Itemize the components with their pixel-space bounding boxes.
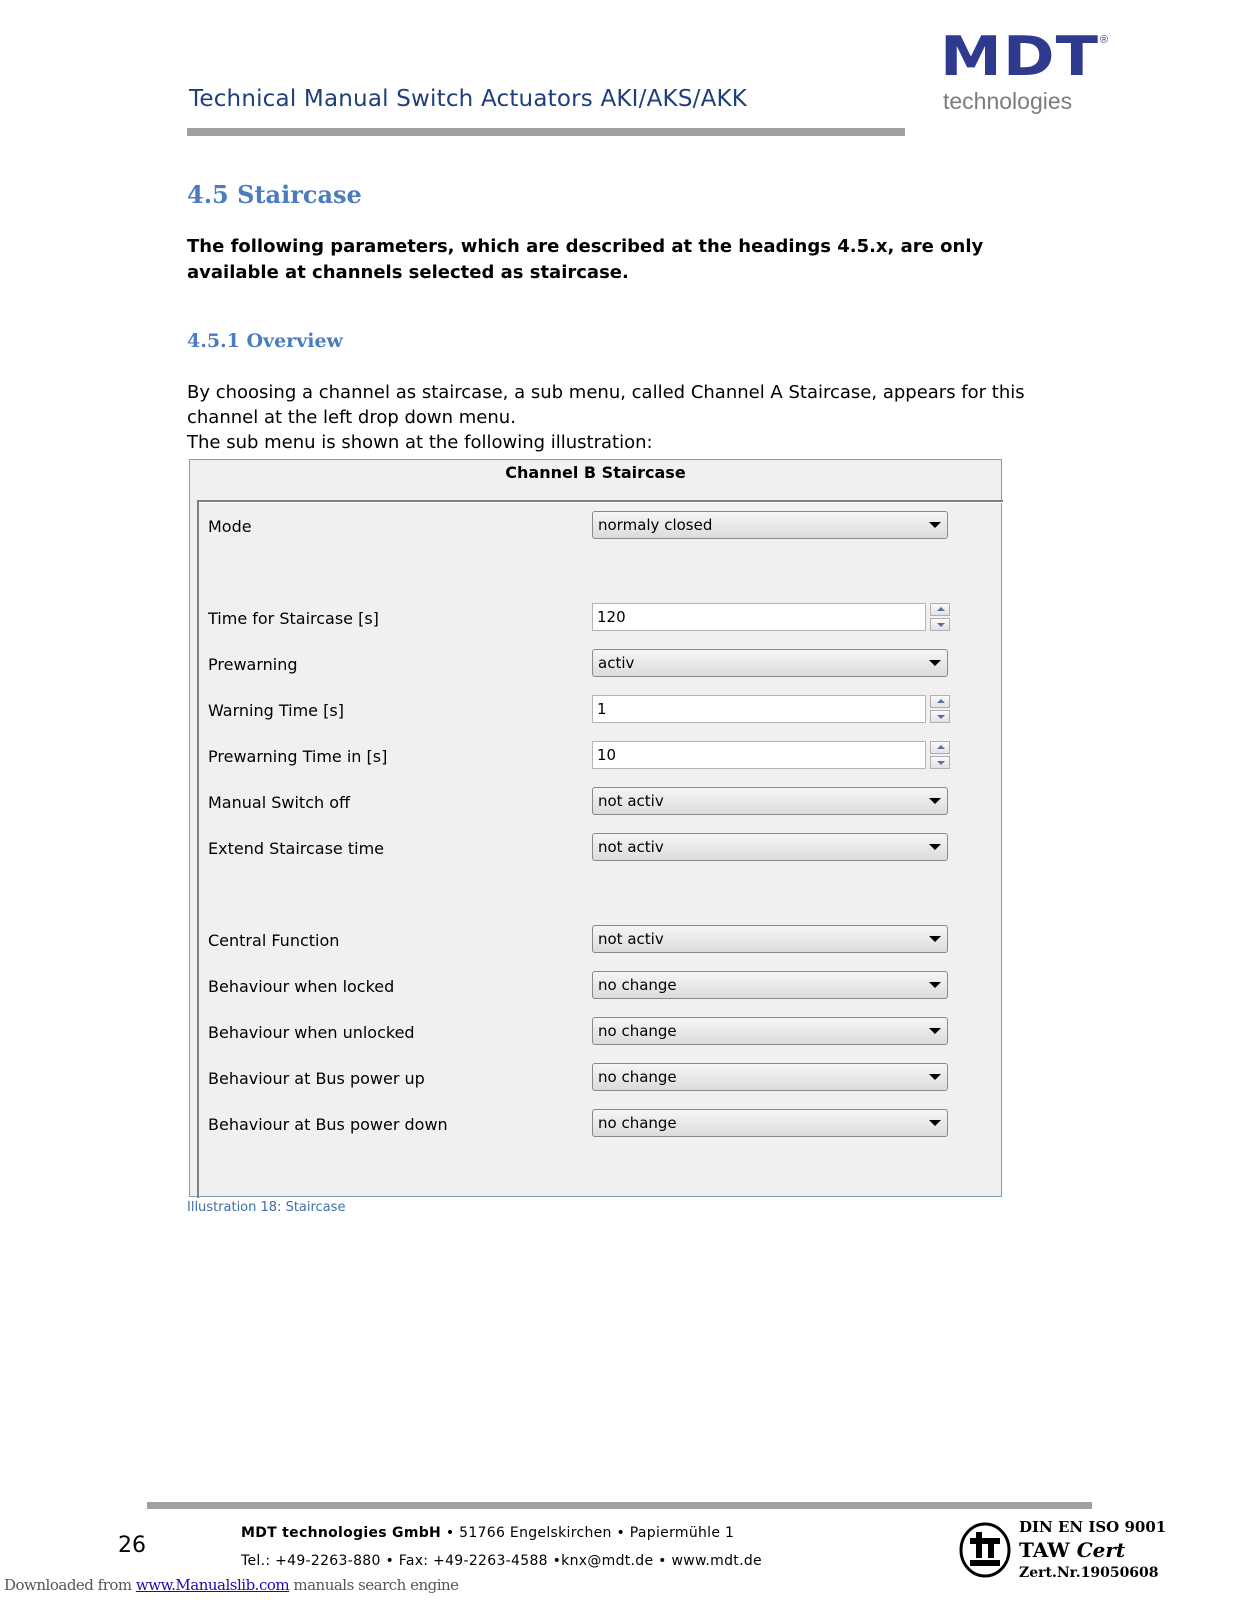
arrow-up-icon: [937, 607, 945, 611]
dropdown-value: no change: [598, 1114, 677, 1132]
header-divider: [187, 128, 905, 136]
input-value: 120: [597, 608, 626, 626]
behaviour-bus-power-up-dropdown[interactable]: [592, 1063, 948, 1091]
param-label-extend-staircase-time: Extend Staircase time: [208, 839, 384, 858]
chevron-down-icon: [929, 522, 941, 528]
download-suffix: manuals search engine: [289, 1576, 459, 1594]
dialog-title: Channel B Staircase: [505, 463, 686, 482]
dialog-left-border: [197, 502, 199, 1198]
behaviour-bus-power-down-dropdown[interactable]: [592, 1109, 948, 1137]
download-prefix: Downloaded from: [4, 1576, 136, 1594]
dropdown-value: activ: [598, 654, 635, 672]
taw-cert-logo-icon: [959, 1520, 1011, 1580]
cert-standard: DIN EN ISO 9001: [1019, 1518, 1167, 1536]
chevron-down-icon: [929, 936, 941, 942]
param-label-prewarning-time: Prewarning Time in [s]: [208, 747, 388, 766]
body-paragraph: [187, 380, 1067, 455]
param-label-behaviour-when-unlocked: Behaviour when unlocked: [208, 1023, 415, 1042]
param-label-behaviour-bus-power-up: Behaviour at Bus power up: [208, 1069, 425, 1088]
dropdown-value: not activ: [598, 930, 664, 948]
spin-down-button[interactable]: [930, 756, 950, 769]
prewarning-time-spinner[interactable]: [930, 741, 950, 769]
input-value: 1: [597, 700, 607, 718]
arrow-down-icon: [937, 761, 945, 765]
parameter-dialog-screenshot: [189, 459, 1002, 1197]
arrow-up-icon: [937, 745, 945, 749]
param-label-prewarning: Prewarning: [208, 655, 298, 674]
company-name: MDT technologies GmbH: [241, 1525, 442, 1541]
dropdown-value: normaly closed: [598, 516, 713, 534]
chevron-down-icon: [929, 982, 941, 988]
chevron-down-icon: [929, 1028, 941, 1034]
prewarning-time-input[interactable]: [592, 741, 926, 769]
prewarning-dropdown[interactable]: [592, 649, 948, 677]
logo-technologies-text: technologies: [943, 88, 1073, 114]
param-label-behaviour-when-locked: Behaviour when locked: [208, 977, 395, 996]
dropdown-value: not activ: [598, 792, 664, 810]
dialog-separator-highlight: [197, 502, 1003, 503]
cert-cert: Cert: [1076, 1538, 1126, 1562]
chevron-down-icon: [929, 660, 941, 666]
footer-company-line: [241, 1525, 734, 1541]
mdt-logo: MDT: [940, 25, 1100, 88]
param-label-warning-time: Warning Time [s]: [208, 701, 344, 720]
page-number: 26: [118, 1533, 146, 1558]
subsection-heading: 4.5.1 Overview: [187, 330, 343, 352]
cert-number: Zert.Nr.19050608: [1019, 1565, 1159, 1581]
download-notice: [4, 1576, 459, 1594]
cert-body: [1019, 1537, 1166, 1563]
document-header-title: Technical Manual Switch Actuators AKI/AKS/AKK: [189, 86, 748, 112]
figure-caption: Illustration 18: Staircase: [187, 1200, 346, 1215]
arrow-up-icon: [937, 699, 945, 703]
param-label-mode: Mode: [208, 517, 252, 536]
spin-up-button[interactable]: [930, 603, 950, 616]
chevron-down-icon: [929, 798, 941, 804]
chevron-down-icon: [929, 844, 941, 850]
dropdown-value: not activ: [598, 838, 664, 856]
arrow-down-icon: [937, 715, 945, 719]
chevron-down-icon: [929, 1074, 941, 1080]
manual-switch-off-dropdown[interactable]: [592, 787, 948, 815]
time-for-staircase-spinner[interactable]: [930, 603, 950, 631]
certification-block: [1019, 1517, 1166, 1583]
behaviour-when-locked-dropdown[interactable]: [592, 971, 948, 999]
registered-mark: ®: [1100, 34, 1109, 46]
param-label-time-for-staircase: Time for Staircase [s]: [208, 609, 379, 628]
central-function-dropdown[interactable]: [592, 925, 948, 953]
dropdown-value: no change: [598, 1022, 677, 1040]
spin-down-button[interactable]: [930, 618, 950, 631]
footer-divider: [147, 1502, 1092, 1509]
spin-up-button[interactable]: [930, 695, 950, 708]
extend-staircase-time-dropdown[interactable]: [592, 833, 948, 861]
footer-contact-line: Tel.: +49-2263-880 • Fax: +49-2263-4588 •knx@mdt.de • www.mdt.de: [241, 1553, 762, 1569]
intro-paragraph: The following parameters, which are described at the headings 4.5.x, are only available at channels selected as staircase.: [187, 236, 984, 283]
spin-up-button[interactable]: [930, 741, 950, 754]
dropdown-value: no change: [598, 976, 677, 994]
body-line-1: By choosing a channel as staircase, a sub menu, called Channel A Staircase, appears for this channel at the left drop down menu.: [187, 382, 1025, 428]
manualslib-link[interactable]: www.Manualslib.com: [135, 1576, 290, 1594]
input-value: 10: [597, 746, 617, 764]
spin-down-button[interactable]: [930, 710, 950, 723]
body-line-2: The sub menu is shown at the following illustration:: [187, 432, 653, 453]
param-label-central-function: Central Function: [208, 931, 340, 950]
company-address: • 51766 Engelskirchen • Papiermühle 1: [441, 1525, 735, 1541]
chevron-down-icon: [929, 1120, 941, 1126]
behaviour-when-unlocked-dropdown[interactable]: [592, 1017, 948, 1045]
param-label-manual-switch-off: Manual Switch off: [208, 793, 351, 812]
dropdown-value: no change: [598, 1068, 677, 1086]
warning-time-spinner[interactable]: [930, 695, 950, 723]
warning-time-input[interactable]: [592, 695, 926, 723]
mode-dropdown[interactable]: [592, 511, 948, 539]
param-label-behaviour-bus-power-down: Behaviour at Bus power down: [208, 1115, 448, 1134]
cert-taw: TAW: [1019, 1538, 1070, 1562]
section-heading: 4.5 Staircase: [187, 180, 362, 209]
arrow-down-icon: [937, 623, 945, 627]
time-for-staircase-input[interactable]: [592, 603, 926, 631]
